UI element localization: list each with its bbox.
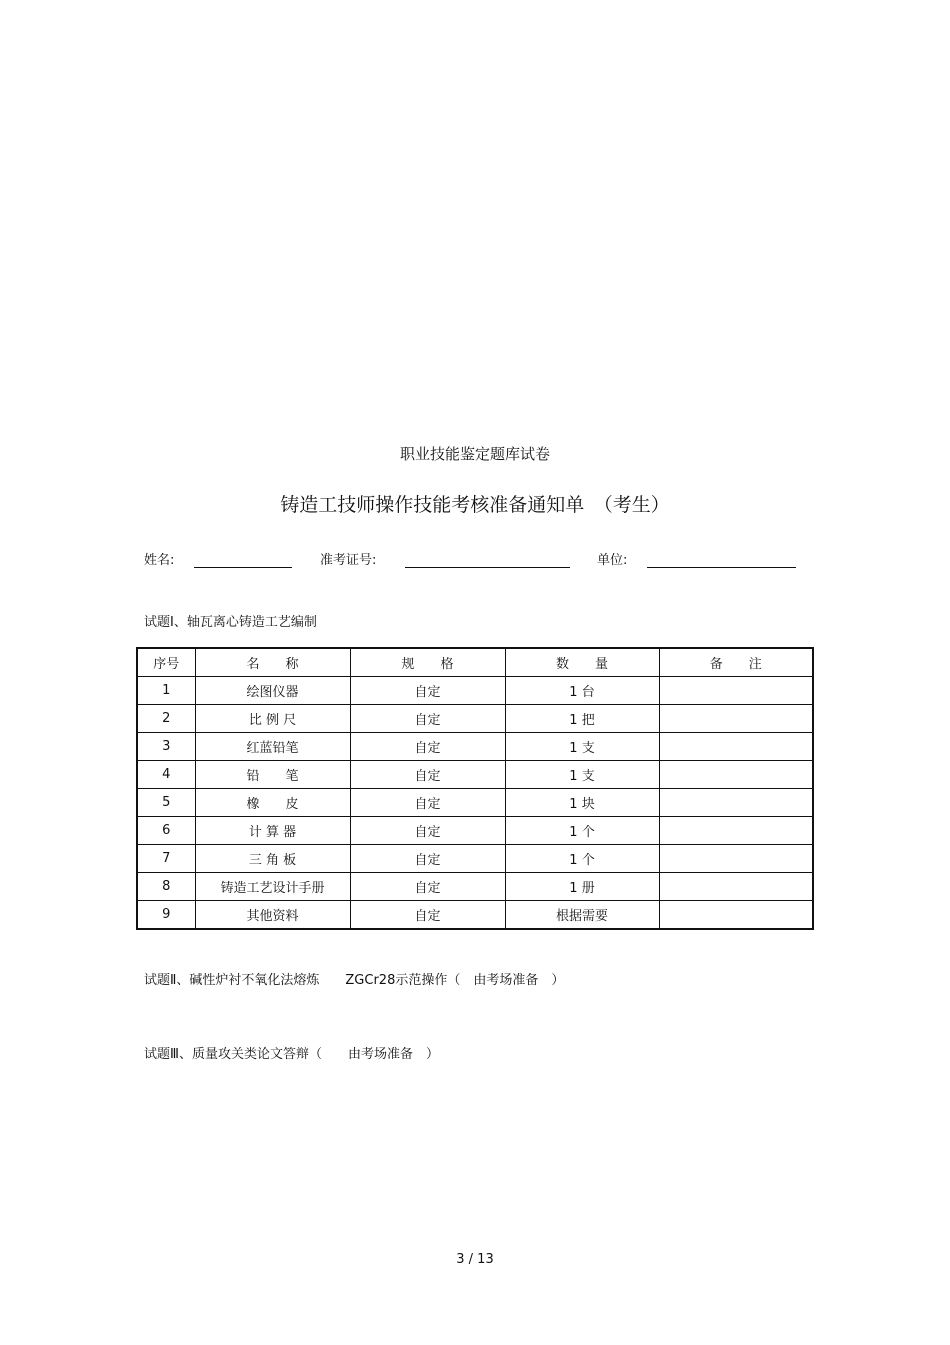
- table-cell: 自定: [350, 789, 505, 817]
- table-cell: 3: [137, 733, 195, 761]
- table-cell: 1 支: [505, 761, 659, 789]
- exam-id-blank[interactable]: [405, 567, 570, 568]
- table-cell: 8: [137, 873, 195, 901]
- table-cell: 比 例 尺: [195, 705, 350, 733]
- table-cell: 1 个: [505, 845, 659, 873]
- table-cell: 自定: [350, 733, 505, 761]
- table-cell: 1 把: [505, 705, 659, 733]
- table-header-row: [137, 648, 813, 677]
- table-cell: [659, 873, 813, 901]
- table-cell: [659, 761, 813, 789]
- document-header: 职业技能鉴定题库试卷: [399, 445, 550, 463]
- table-cell: 1 台: [505, 677, 659, 705]
- section-2-heading: 试题Ⅱ、碱性炉衬不氧化法熔炼 ZGCr28示范操作（ 由考场准备 ）: [144, 973, 565, 988]
- table-cell: 1: [137, 677, 195, 705]
- table-row: [137, 761, 813, 789]
- table-cell: 橡 皮: [195, 789, 350, 817]
- page-number: 3 / 13: [456, 1252, 494, 1267]
- table-row: [137, 733, 813, 761]
- column-header: 数 量: [505, 648, 659, 677]
- table-cell: 1 支: [505, 733, 659, 761]
- section-1-heading: 试题Ⅰ、轴瓦离心铸造工艺编制: [144, 615, 317, 630]
- name-blank[interactable]: [194, 567, 292, 568]
- unit-label: 单位:: [597, 553, 628, 568]
- table-cell: [659, 817, 813, 845]
- table-cell: 4: [137, 761, 195, 789]
- table-cell: 根据需要: [505, 901, 659, 930]
- column-header: 备 注: [659, 648, 813, 677]
- section-3-heading: 试题Ⅲ、质量攻关类论文答辩（ 由考场准备 ）: [144, 1047, 439, 1062]
- exam-id-label: 准考证号:: [320, 553, 377, 568]
- table-row: [137, 677, 813, 705]
- table-cell: 红蓝铅笔: [195, 733, 350, 761]
- column-header: 规 格: [350, 648, 505, 677]
- table-cell: 绘图仪器: [195, 677, 350, 705]
- table-cell: 三 角 板: [195, 845, 350, 873]
- table-cell: 计 算 器: [195, 817, 350, 845]
- table-cell: 2: [137, 705, 195, 733]
- table-cell: 铸造工艺设计手册: [195, 873, 350, 901]
- table-cell: [659, 901, 813, 930]
- table-cell: 其他资料: [195, 901, 350, 930]
- table-cell: 5: [137, 789, 195, 817]
- table-cell: 1 册: [505, 873, 659, 901]
- column-header: 名 称: [195, 648, 350, 677]
- column-header: 序号: [137, 648, 195, 677]
- table-cell: 1 个: [505, 817, 659, 845]
- table-cell: [659, 845, 813, 873]
- table-cell: 1 块: [505, 789, 659, 817]
- table-row: [137, 817, 813, 845]
- table-row: [137, 873, 813, 901]
- table-cell: 7: [137, 845, 195, 873]
- table-row: [137, 901, 813, 930]
- table-row: [137, 705, 813, 733]
- table-cell: 自定: [350, 761, 505, 789]
- table-cell: [659, 789, 813, 817]
- table-cell: 自定: [350, 873, 505, 901]
- table-cell: 自定: [350, 901, 505, 930]
- document-title: 铸造工技师操作技能考核准备通知单 （考生）: [280, 494, 670, 516]
- table-cell: [659, 677, 813, 705]
- table-cell: 6: [137, 817, 195, 845]
- unit-blank[interactable]: [647, 567, 796, 568]
- table-cell: 自定: [350, 845, 505, 873]
- table-cell: 铅 笔: [195, 761, 350, 789]
- table-row: [137, 789, 813, 817]
- materials-table: [136, 647, 814, 930]
- table-cell: 自定: [350, 677, 505, 705]
- table-cell: 9: [137, 901, 195, 930]
- table-cell: [659, 705, 813, 733]
- name-label: 姓名:: [144, 553, 175, 568]
- table-cell: [659, 733, 813, 761]
- table-cell: 自定: [350, 817, 505, 845]
- table-cell: 自定: [350, 705, 505, 733]
- table-row: [137, 845, 813, 873]
